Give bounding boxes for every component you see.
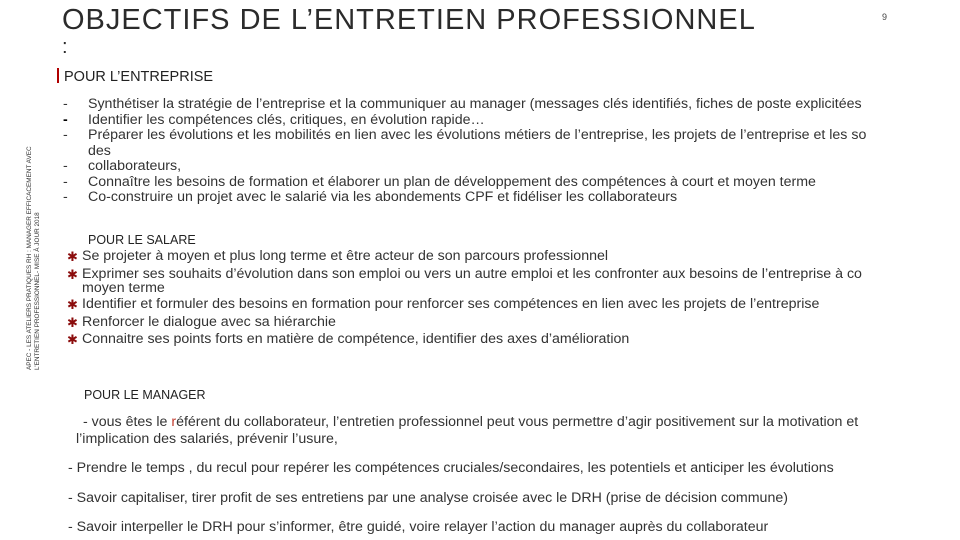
salarie-list <box>67 248 862 349</box>
side-footer-line1: APEC - LES ATELIERS PRATIQUES RH : MANAGER EFFICACEMENT AVEC <box>26 146 33 370</box>
list-item-text: moyen terme <box>82 280 165 296</box>
page-number: 9 <box>882 12 888 22</box>
list-item <box>63 175 866 191</box>
asterisk-bullet-icon: ✱ <box>67 332 78 347</box>
entreprise-list <box>63 97 866 206</box>
manager-paragraph-3: - Savoir capitaliser, tirer profit de ses entretiens par une analyse croisée avec le DRH (prise de décision commune) <box>68 490 788 506</box>
manager-paragraph-1-line1 <box>76 414 858 431</box>
manager-paragraph-4: - Savoir interpeller le DRH pour s’informer, être guidé, voire relayer l’action du manager auprès du collaborateur <box>68 519 769 535</box>
list-item-text: Se projeter à moyen et plus long terme et être acteur de son parcours professionnel <box>82 248 609 264</box>
slide-title: OBJECTIFS DE L’ENTRETIEN PROFESSIONNEL <box>62 4 756 36</box>
dash-bullet: - <box>63 189 68 205</box>
list-item <box>67 314 862 332</box>
list-item-text: Renforcer le dialogue avec sa hiérarchie <box>82 313 336 330</box>
dash-bullet: - <box>63 173 68 190</box>
slide-title-colon: : <box>62 36 68 58</box>
accent-bar <box>57 68 59 83</box>
section-heading-entreprise: POUR L’ENTREPRISE <box>64 69 214 85</box>
dash-bullet: - <box>63 111 68 128</box>
asterisk-bullet-icon: ✱ <box>67 314 78 330</box>
list-item-text: collaborateurs, <box>88 158 182 174</box>
list-item-text: Co-construire un projet avec le salarié via les abondements CPF et fidéliser les collaborateurs <box>88 189 678 205</box>
dash-bullet: - <box>63 127 68 143</box>
list-item <box>63 97 866 113</box>
list-item <box>63 113 866 129</box>
list-item-text: Exprimer ses souhaits d’évolution dans son emploi ou vers un autre emploi et les confronter aux besoins de l’entreprise à co <box>82 265 862 282</box>
list-item-text: des <box>88 142 111 159</box>
list-item <box>63 128 866 144</box>
manager-paragraph-2: - Prendre le temps , du recul pour repérer les compétences cruciales/secondaires, les potentiels et anticiper les évolutions <box>68 460 834 476</box>
list-item <box>67 331 862 349</box>
side-footer-line2: L’ENTRETIEN PROFESSIONNEL- MISE À JOUR 2018 <box>34 212 41 370</box>
asterisk-bullet-icon: ✱ <box>67 249 78 264</box>
list-item-text: Connaître les besoins de formation et élaborer un plan de développement des compétences à court et moyen terme <box>88 173 816 190</box>
asterisk-bullet-icon: ✱ <box>67 297 78 312</box>
section-heading-salarie: POUR LE SALARE <box>88 233 196 247</box>
list-item-text: Identifier et formuler des besoins en formation pour renforcer ses compétences en lien avec les projets de l’entreprise <box>82 296 820 312</box>
manager-paragraph-1 <box>76 414 858 448</box>
manager-p1-lead: - vous êtes le <box>83 414 172 430</box>
list-item-text: Connaitre ses points forts en matière de compétence, identifier des axes d’amélioration <box>82 331 630 347</box>
dash-bullet <box>63 144 88 160</box>
side-footer-text <box>26 146 42 370</box>
list-item <box>63 144 866 160</box>
list-item <box>67 296 862 314</box>
section-heading-manager: POUR LE MANAGER <box>84 388 206 402</box>
list-item <box>63 159 866 175</box>
list-item <box>67 248 862 266</box>
list-item-text: Synthétiser la stratégie de l’entreprise et la communiquer au manager (messages clés identifiés, fiches de poste explicitées <box>88 96 862 112</box>
dash-bullet: - <box>63 158 68 174</box>
list-item-text: Préparer les évolutions et les mobilités en lien avec les évolutions métiers de l’entreprise, les projets de l’entreprise et les so <box>88 127 867 143</box>
manager-paragraph-1-line2: l’implication des salariés, prévenir l’usure, <box>76 431 338 447</box>
dash-bullet: - <box>63 96 68 112</box>
manager-p1-rest: éférent du collaborateur, l’entretien professionnel peut vous permettre d’agir positivement sur la motivation et <box>176 414 859 430</box>
manager-p1-highlight: r <box>171 414 177 430</box>
asterisk-bullet-icon: ✱ <box>67 266 78 282</box>
list-item-text: Identifier les compétences clés, critiques, en évolution rapide… <box>88 111 485 128</box>
list-item <box>67 266 862 284</box>
list-item <box>63 190 866 206</box>
